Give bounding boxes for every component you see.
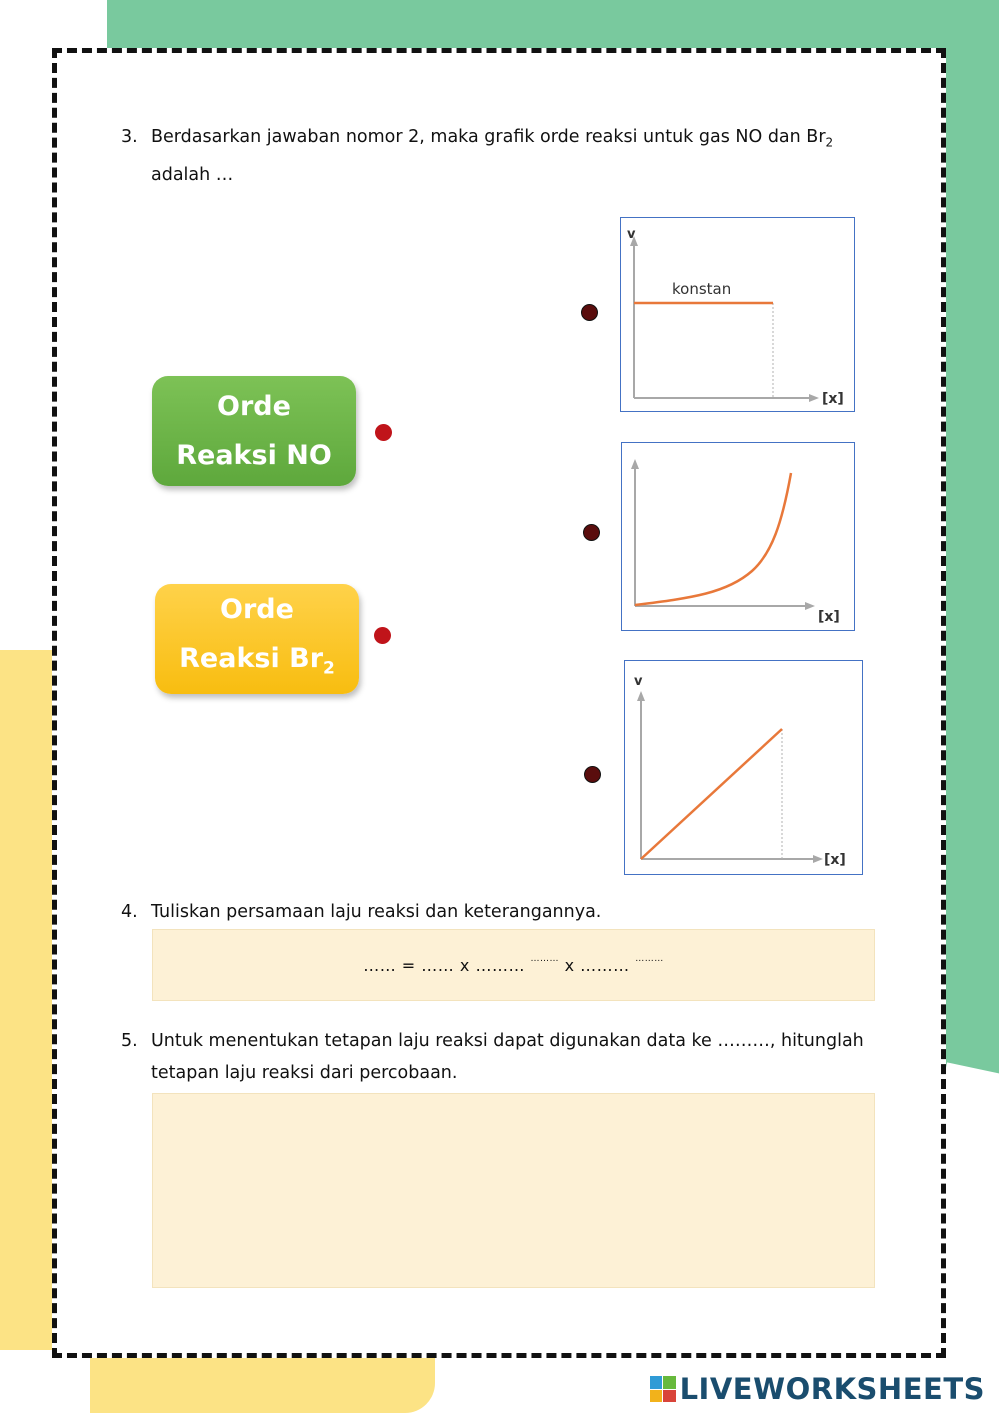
graph-zero-order-svg <box>621 218 853 410</box>
formula-part2: x ……… <box>559 956 636 975</box>
label-orde-reaksi-no[interactable] <box>152 376 356 486</box>
question-3-line1: Berdasarkan jawaban nomor 2, maka grafik orde reaksi untuk gas NO dan Br <box>151 127 826 147</box>
question-5 <box>121 1025 891 1091</box>
label-br-subscript: 2 <box>323 658 335 679</box>
question-5-text <box>151 1025 864 1089</box>
graph-second-order[interactable] <box>621 442 855 631</box>
x-axis-label: [x] <box>818 609 840 625</box>
y-axis-arrow <box>631 459 639 469</box>
graph-zero-order[interactable] <box>620 217 855 412</box>
question-4-text: Tuliskan persamaan laju reaksi dan keterangannya. <box>151 902 602 922</box>
label-no-line1: Orde <box>217 391 291 422</box>
label-br-line1: Orde <box>220 593 294 625</box>
graph-second-order-svg <box>622 443 853 629</box>
question-3-subscript: 2 <box>825 135 834 150</box>
x-axis-label: [x] <box>822 391 844 407</box>
x-axis-arrow <box>809 394 819 402</box>
question-3-line2: adalah … <box>151 164 234 185</box>
label-orde-reaksi-br2[interactable] <box>155 584 359 694</box>
y-axis-arrow <box>637 691 645 701</box>
y-axis-label: v <box>634 674 643 689</box>
label-br-line2: Reaksi Br <box>179 642 324 674</box>
rate-constant-answer-box[interactable] <box>152 1093 875 1288</box>
rate-equation-template <box>153 956 874 975</box>
question-5-line2: tetapan laju reaksi dari percobaan. <box>151 1063 458 1083</box>
graph-first-order[interactable] <box>624 660 863 875</box>
exponential-curve <box>635 473 791 605</box>
question-3-number: 3. <box>121 127 138 147</box>
background-yellow-shape-left <box>0 650 60 1350</box>
liveworksheets-brand[interactable] <box>650 1372 985 1406</box>
label-br-line2-wrap <box>155 634 359 693</box>
y-axis-label: v <box>627 227 636 242</box>
graph-first-order-svg <box>625 661 861 873</box>
constant-label: konstan <box>672 280 732 298</box>
linear-line <box>641 729 782 859</box>
formula-part1: …… = …… x ……… <box>363 956 531 975</box>
x-axis-arrow <box>805 602 815 610</box>
rate-equation-answer-box[interactable] <box>152 929 875 1001</box>
brand-name: LIVEWORKSHEETS <box>679 1372 985 1406</box>
question-3-text <box>151 121 833 191</box>
question-5-line1: Untuk menentukan tetapan laju reaksi dapat digunakan data ke ………, hitunglah <box>151 1031 864 1051</box>
x-axis-arrow <box>813 855 823 863</box>
connector-dot-no[interactable] <box>375 424 392 441</box>
question-4 <box>121 896 891 928</box>
connector-dot-br2[interactable] <box>374 627 391 644</box>
connector-dot-graph-1[interactable] <box>581 304 598 321</box>
question-4-number: 4. <box>121 902 138 922</box>
formula-exponent-1: ……… <box>530 954 560 964</box>
liveworksheets-logo-icon <box>650 1376 676 1402</box>
question-5-number: 5. <box>121 1031 138 1051</box>
formula-exponent-2: ……… <box>635 954 664 964</box>
connector-dot-graph-3[interactable] <box>584 766 601 783</box>
connector-dot-graph-2[interactable] <box>583 524 600 541</box>
question-3 <box>121 121 891 191</box>
label-no-line2: Reaksi NO <box>176 440 332 471</box>
x-axis-label: [x] <box>824 852 846 868</box>
background-yellow-shape-bottom <box>90 1355 435 1413</box>
